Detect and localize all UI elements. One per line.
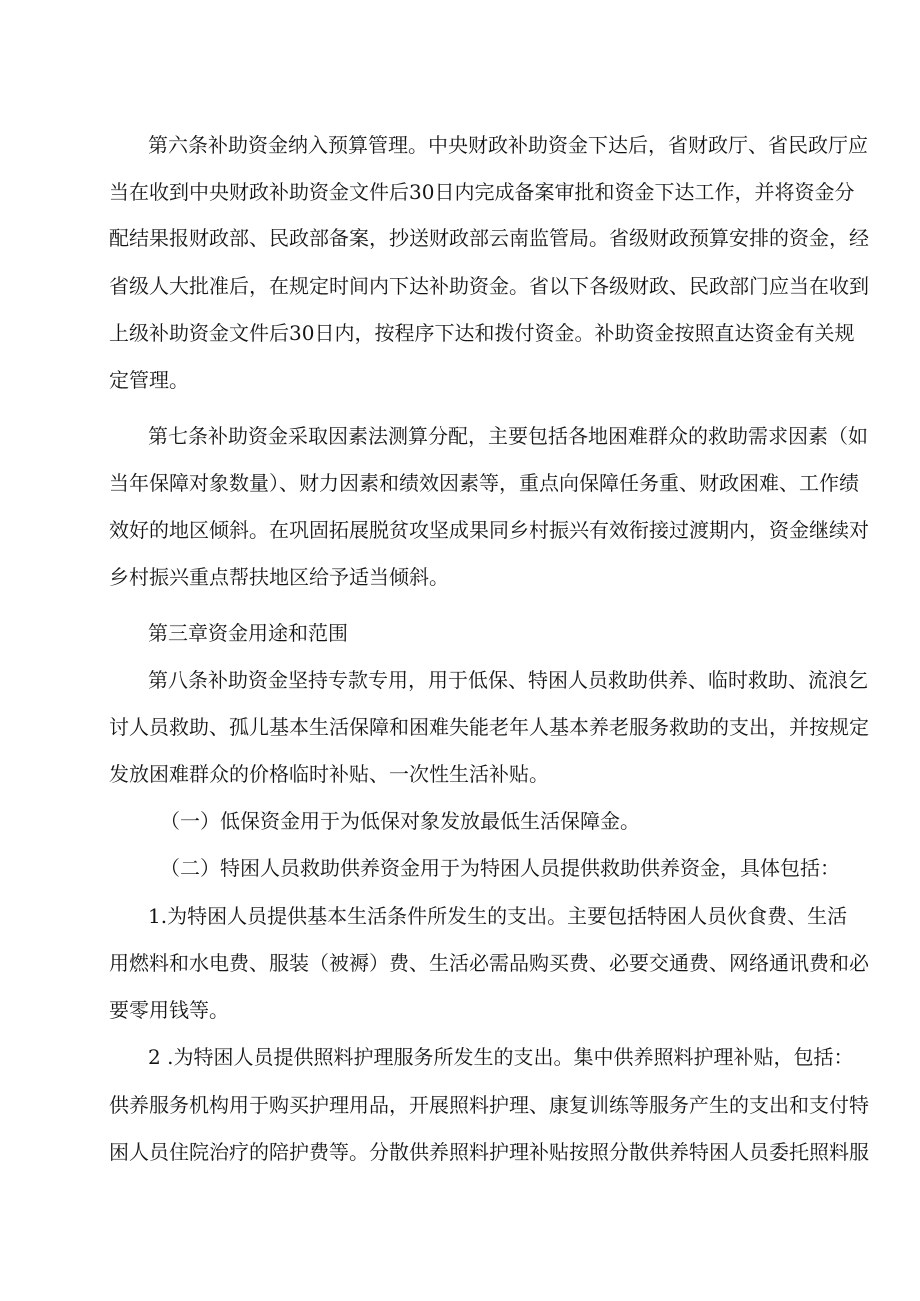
paragraph-subitem-1-line-3: 要零用钱等。 — [109, 998, 229, 1022]
paragraph-subitem-1-line-2: 用燃料和水电费、服装（被褥）费、生活必需品购买费、必要交通费、网络通讯费和必 — [109, 951, 869, 975]
paragraph-subitem-2-line-3: 困人员住院治疗的陪护费等。分散供养照料护理补贴按照分散供养特困人员委托照料服 — [109, 1140, 869, 1164]
paragraph-item-2: （二）特困人员救助供养资金用于为特困人员提供救助供养资金，具体包括： — [160, 856, 840, 880]
paragraph-article-8-line-1: 第八条补助资金坚持专款专用，用于低保、特困人员救助供养、临时救助、流浪乞 — [148, 668, 868, 692]
paragraph-subitem-2-line-1: 2 .为特困人员提供照料护理服务所发生的支出。集中供养照料护理补贴，包括： — [148, 1045, 854, 1069]
paragraph-item-1: （一）低保资金用于为低保对象发放最低生活保障金。 — [160, 809, 640, 833]
paragraph-article-6-line-5: 上级补助资金文件后30日内，按程序下达和拨付资金。补助资金按照直达资金有关规 — [109, 321, 855, 345]
paragraph-article-6-line-1: 第六条补助资金纳入预算管理。中央财政补助资金下达后，省财政厅、省民政厅应 — [148, 133, 868, 157]
paragraph-article-7-line-2: 当年保障对象数量）、财力因素和绩效因素等，重点向保障任务重、财政困难、工作绩 — [109, 471, 859, 495]
paragraph-article-8-line-2: 讨人员救助、孤儿基本生活保障和困难失能老年人基本养老服务救助的支出，并按规定 — [109, 715, 869, 739]
paragraph-article-7-line-4: 乡村振兴重点帮扶地区给予适当倾斜。 — [109, 565, 449, 589]
paragraph-article-7-line-1: 第七条补助资金采取因素法测算分配，主要包括各地困难群众的救助需求因素（如 — [148, 424, 868, 448]
paragraph-article-6-line-2: 当在收到中央财政补助资金文件后30日内完成备案审批和资金下达工作，并将资金分 — [109, 180, 855, 204]
paragraph-article-6-line-4: 省级人大批准后，在规定时间内下达补助资金。省以下各级财政、民政部门应当在收到 — [109, 274, 869, 298]
paragraph-subitem-1-line-1: 1.为特困人员提供基本生活条件所发生的支出。主要包括特困人员伙食费、生活 — [148, 904, 848, 928]
paragraph-article-7-line-3: 效好的地区倾斜。在巩固拓展脱贫攻坚成果同乡村振兴有效衔接过渡期内，资金继续对 — [109, 518, 869, 542]
chapter-heading: 第三章资金用途和范围 — [148, 621, 348, 645]
paragraph-article-6-line-6: 定管理。 — [109, 368, 189, 392]
paragraph-article-6-line-3: 配结果报财政部、民政部备案，抄送财政部云南监管局。省级财政预算安排的资金，经 — [109, 226, 869, 250]
paragraph-subitem-2-line-2: 供养服务机构用于购买护理用品，开展照料护理、康复训练等服务产生的支出和支付特 — [109, 1093, 869, 1117]
paragraph-article-8-line-3: 发放困难群众的价格临时补贴、一次性生活补贴。 — [109, 762, 549, 786]
